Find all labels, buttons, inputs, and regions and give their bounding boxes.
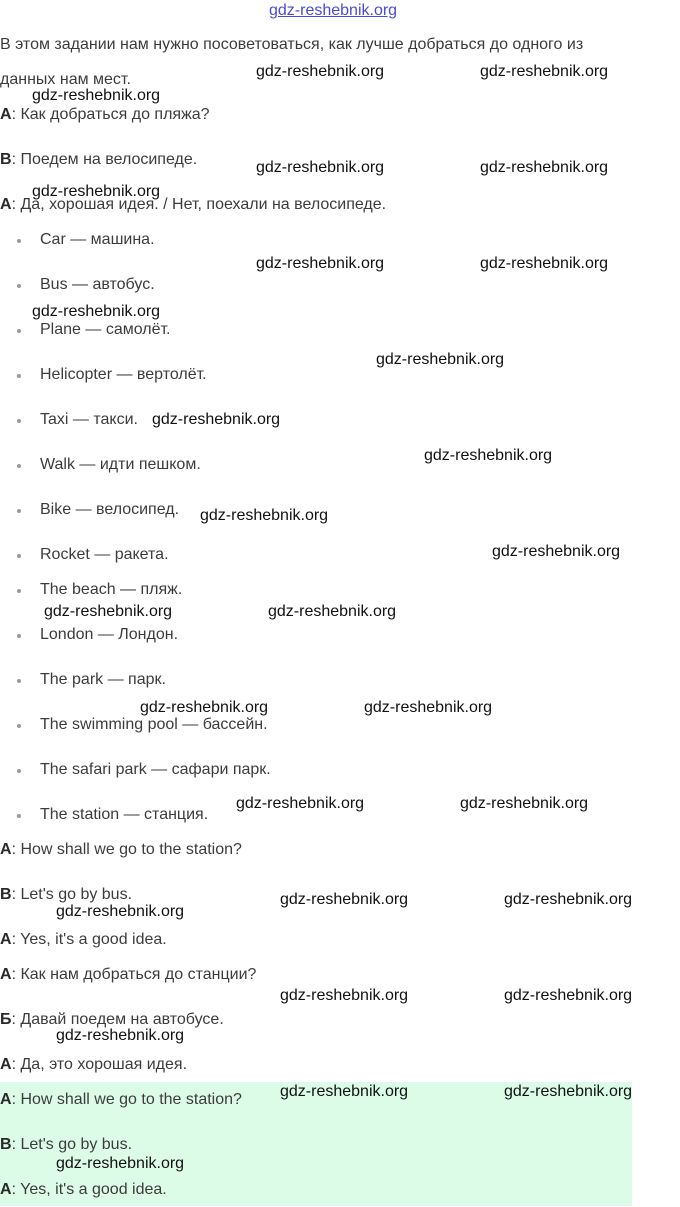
speaker-label: А	[0, 966, 12, 983]
speaker-label: A	[0, 931, 12, 948]
speaker-label: Б	[0, 1011, 12, 1028]
dialog-text: : Да, хорошая идея. / Нет, поехали на велосипеде.	[11, 196, 387, 213]
site-link[interactable]: gdz-reshebnik.org	[269, 2, 398, 19]
dialog-text: : Давай поедем на автобусе.	[11, 1011, 224, 1028]
watermark: gdz-reshebnik.org	[256, 159, 385, 176]
watermark: gdz-reshebnik.org	[480, 63, 609, 80]
watermark: gdz-reshebnik.org	[44, 603, 173, 620]
watermark: gdz-reshebnik.org	[268, 603, 397, 620]
intro-line-1: В этом задании нам нужно посоветоваться, как лучше добраться до одного из	[0, 36, 584, 53]
watermark: gdz-reshebnik.org	[56, 1027, 185, 1044]
speaker-label: A	[0, 841, 12, 858]
watermark: gdz-reshebnik.org	[56, 903, 185, 920]
watermark: gdz-reshebnik.org	[280, 1083, 409, 1100]
dialog-text: : Let's go by bus.	[11, 886, 133, 903]
watermark: gdz-reshebnik.org	[504, 987, 633, 1004]
vocab-item: Bike — велосипед.	[40, 501, 180, 518]
watermark: gdz-reshebnik.org	[376, 351, 505, 368]
dialog-text: : Yes, it's a good idea.	[11, 1181, 167, 1198]
watermark: gdz-reshebnik.org	[140, 699, 269, 716]
dialog-text: : Как нам добраться до станции?	[11, 966, 257, 983]
watermark: gdz-reshebnik.org	[32, 183, 161, 200]
watermark: gdz-reshebnik.org	[200, 507, 329, 524]
dialog-line	[0, 840, 242, 860]
bullet-icon	[17, 634, 21, 638]
vocab-item: Plane — самолёт.	[40, 321, 171, 338]
watermark: gdz-reshebnik.org	[280, 891, 409, 908]
vocab-item: The safari park — сафари парк.	[40, 761, 271, 778]
bullet-icon	[17, 284, 21, 288]
speaker-label: A	[0, 1091, 12, 1108]
speaker-label: B	[0, 151, 12, 168]
watermark: gdz-reshebnik.org	[256, 255, 385, 272]
vocab-item: Helicopter — вертолёт.	[40, 366, 207, 383]
vocab-item: London — Лондон.	[40, 626, 179, 643]
vocab-item: Walk — идти пешком.	[40, 456, 201, 473]
watermark: gdz-reshebnik.org	[460, 795, 589, 812]
dialog-text: : Let's go by bus.	[11, 1136, 133, 1153]
dialog-text: : Поедем на велосипеде.	[11, 151, 198, 168]
watermark: gdz-reshebnik.org	[152, 411, 281, 428]
dialog-line	[0, 1090, 242, 1110]
bullet-icon	[17, 589, 21, 593]
watermark: gdz-reshebnik.org	[56, 1155, 185, 1172]
dialog-text: : Как добраться до пляжа?	[11, 106, 210, 123]
intro-line-2: данных нам мест.	[0, 71, 131, 88]
dialog-line	[0, 930, 167, 950]
vocab-item: Taxi — такси.	[40, 411, 138, 428]
watermark: gdz-reshebnik.org	[364, 699, 493, 716]
bullet-icon	[17, 419, 21, 423]
dialog-line	[0, 1135, 132, 1155]
vocab-item: The beach — пляж.	[40, 581, 183, 598]
watermark: gdz-reshebnik.org	[504, 891, 633, 908]
vocab-item: The park — парк.	[40, 671, 166, 688]
watermark: gdz-reshebnik.org	[32, 87, 161, 104]
bullet-icon	[17, 464, 21, 468]
watermark: gdz-reshebnik.org	[280, 987, 409, 1004]
vocab-item: Car — машина.	[40, 231, 155, 248]
dialog-line	[0, 105, 210, 125]
bullet-icon	[17, 769, 21, 773]
vocab-item: The swimming pool — бассейн.	[40, 716, 268, 733]
dialog-line	[0, 150, 197, 170]
bullet-icon	[17, 814, 21, 818]
speaker-label: B	[0, 1136, 12, 1153]
bullet-icon	[17, 374, 21, 378]
dialog-text: : Да, это хорошая идея.	[11, 1056, 188, 1073]
watermark: gdz-reshebnik.org	[480, 255, 609, 272]
watermark: gdz-reshebnik.org	[424, 447, 553, 464]
watermark: gdz-reshebnik.org	[32, 303, 161, 320]
speaker-label: A	[0, 196, 12, 213]
bullet-icon	[17, 239, 21, 243]
speaker-label: A	[0, 1181, 12, 1198]
watermark: gdz-reshebnik.org	[504, 1083, 633, 1100]
vocab-item: The station — станция.	[40, 806, 209, 823]
dialog-text: : Yes, it's a good idea.	[11, 931, 167, 948]
bullet-icon	[17, 679, 21, 683]
bullet-icon	[17, 554, 21, 558]
dialog-text: : How shall we go to the station?	[11, 841, 242, 858]
watermark: gdz-reshebnik.org	[480, 159, 609, 176]
dialog-line	[0, 1180, 167, 1200]
vocab-item: Bus — автобус.	[40, 276, 155, 293]
bullet-icon	[17, 329, 21, 333]
speaker-label: А	[0, 1056, 12, 1073]
dialog-line	[0, 965, 256, 985]
bullet-icon	[17, 509, 21, 513]
watermark: gdz-reshebnik.org	[236, 795, 365, 812]
speaker-label: A	[0, 106, 12, 123]
speaker-label: B	[0, 886, 12, 903]
dialog-line	[0, 1055, 187, 1075]
vocab-item: Rocket — ракета.	[40, 546, 169, 563]
watermark: gdz-reshebnik.org	[492, 543, 621, 560]
bullet-icon	[17, 724, 21, 728]
watermark: gdz-reshebnik.org	[256, 63, 385, 80]
dialog-text: : How shall we go to the station?	[11, 1091, 242, 1108]
